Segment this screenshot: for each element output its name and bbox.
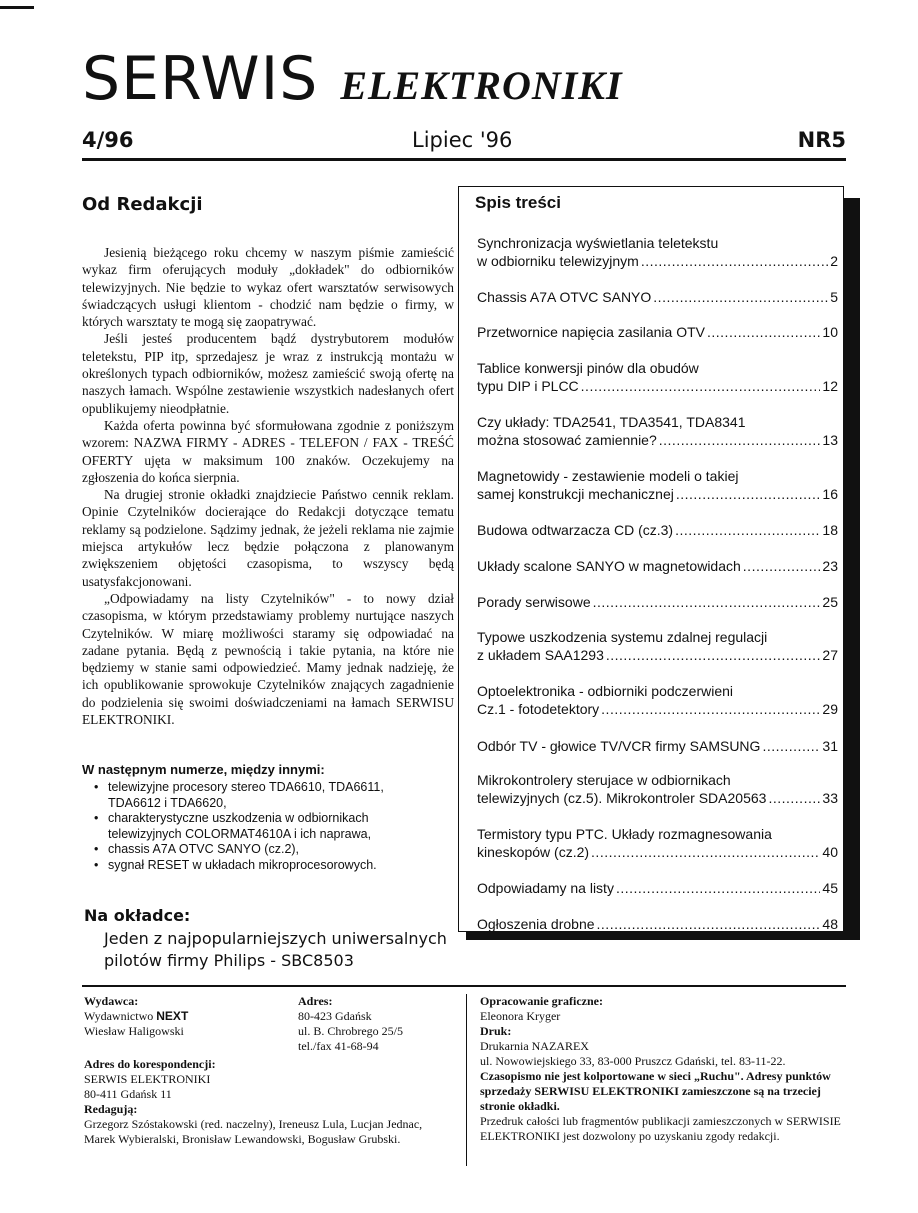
toc-leader-dots	[597, 915, 821, 933]
toc-page-number: 13	[822, 432, 838, 448]
toc-entry-lastline	[477, 843, 838, 861]
graphics-label: Opracowanie graficzne:	[480, 994, 603, 1008]
graphics-person: Eleonora Kryger	[480, 1009, 561, 1023]
toc-entry-title: z układem SAA1293	[477, 647, 604, 663]
toc-page-number: 23	[822, 558, 838, 574]
toc-entry	[477, 359, 838, 395]
list-item: • telewizyjne procesory stereo TDA6610, TDA6611, TDA6612 i TDA6620,	[94, 780, 434, 811]
toc-entry-title: Układy scalone SANYO w magnetowidach	[477, 558, 741, 574]
editorial-title: Od Redakcji	[82, 194, 203, 215]
toc-entry-lastline	[477, 737, 838, 755]
editors-label: Redagują:	[84, 1102, 138, 1116]
toc-page-number: 16	[822, 486, 838, 502]
toc-page-number: 18	[822, 522, 838, 538]
toc-entry-line: Tablice konwersji pinów dla obudów	[477, 360, 699, 376]
toc-entry-line: Mikrokontrolery sterujace w odbiornikach	[477, 772, 731, 788]
toc-page-number: 31	[822, 738, 838, 754]
toc-entry-line: Termistory typu PTC. Układy rozmagnesowania	[477, 826, 772, 842]
toc-leader-dots	[641, 252, 828, 270]
list-item: • charakterystyczne uszkodzenia w odbiornikach telewizyjnych COLORMAT4610A i ich naprawa,	[94, 811, 434, 842]
print-address: ul. Nowowiejskiego 33, 83-000 Pruszcz Gdański, tel. 83-11-22.	[480, 1054, 786, 1068]
toc-leader-dots	[606, 646, 821, 664]
toc-entry	[477, 288, 838, 306]
toc-leader-dots	[768, 789, 820, 807]
toc-entry-lastline	[477, 700, 838, 718]
correspondence-label: Adres do korespondencji:	[84, 1057, 216, 1071]
list-item: • chassis A7A OTVC SANYO (cz.2),	[94, 842, 434, 858]
toc-entry	[477, 771, 838, 807]
toc-entry-line: Typowe uszkodzenia systemu zdalnej regulacji	[477, 629, 768, 645]
address-line: tel./fax 41-68-94	[298, 1039, 379, 1053]
toc-entry	[477, 467, 838, 503]
toc-leader-dots	[653, 288, 828, 306]
toc-entry	[477, 682, 838, 718]
toc-entry-title: Chassis A7A OTVC SANYO	[477, 289, 652, 305]
toc-entry-title: Ogłoszenia drobne	[477, 916, 595, 932]
distribution-note: Czasopismo nie jest kolportowane w sieci „Ruchu". Adresy punktów sprzedaży SERWISU ELEKTRONIKI zamieszczone są na trzeciej stronie okładki.	[480, 1069, 831, 1113]
publisher-prefix: Wydawnictwo	[84, 1009, 154, 1023]
toc-page-number: 12	[822, 378, 838, 394]
toc-leader-dots	[581, 377, 821, 395]
toc-leader-dots	[659, 431, 821, 449]
toc-entry-line: Synchronizacja wyświetlania teletekstu	[477, 235, 719, 251]
toc-entry-title: Odpowiadamy na listy	[477, 880, 614, 896]
toc-entry-lastline	[477, 646, 838, 664]
issue-nr: NR5	[797, 128, 846, 152]
toc-entry	[477, 737, 838, 755]
toc-leader-dots	[591, 843, 820, 861]
toc-leader-dots	[707, 323, 820, 341]
toc-page-number: 29	[822, 701, 838, 717]
address-block	[298, 994, 458, 1054]
print-label: Druk:	[480, 1024, 512, 1038]
toc-entry-lastline	[477, 431, 838, 449]
address-line: ul. B. Chrobrego 25/5	[298, 1024, 403, 1038]
toc-entry-title: telewizyjnych (cz.5). Mikrokontroler SDA20563	[477, 790, 767, 806]
editorial-paragraph: „Odpowiadamy na listy Czytelników" - to nowy dział czasopisma, w którym przedstawiamy problemy nurtujące naszych Czytelników. W miarę możliwości staramy się odpowiadać na zadane pytania. Będą z pewnością i takie pytania, na które nie będziemy w stanie sami odpowiedzieć. Mamy jednak nadzieję, że ich opublikowanie sprowokuje Czytelników znających zagadnienie do podzielenia się swoimi doświadczeniami na łamach SERWISU ELEKTRONIKI.	[82, 590, 454, 728]
production-block	[480, 994, 842, 1144]
publisher-brand: NEXT	[156, 1009, 189, 1023]
toc-entry-title: kineskopów (cz.2)	[477, 844, 590, 860]
toc-entry-title: można stosować zamiennie?	[477, 432, 657, 448]
next-issue-list	[94, 780, 434, 873]
toc-entry-title: Cz.1 - fotodetektory	[477, 701, 600, 717]
toc-entry-title: typu DIP i PLCC	[477, 378, 579, 394]
toc-entry	[477, 593, 838, 611]
toc-page-number: 33	[822, 790, 838, 806]
masthead-subtitle: ELEKTRONIKI	[340, 63, 623, 108]
toc-entry-lastline	[477, 252, 838, 270]
toc-entry	[477, 521, 838, 539]
toc-entry-lastline	[477, 879, 838, 897]
toc-entry	[477, 879, 838, 897]
cover-text: Jeden z najpopularniejszych uniwersalnych pilotów firmy Philips - SBC8503	[104, 929, 447, 970]
toc-page-number: 40	[822, 844, 838, 860]
header-rule	[82, 158, 846, 161]
toc-entry-title: Porady serwisowe	[477, 594, 591, 610]
toc-leader-dots	[743, 557, 821, 575]
toc-entry-title: w odbiorniku telewizyjnym	[477, 253, 639, 269]
toc-page-number: 10	[822, 324, 838, 340]
toc-entry-line: Magnetowidy - zestawienie modeli o takiej	[477, 468, 739, 484]
cover-title: Na okładce:	[84, 906, 191, 925]
toc-entry-lastline	[477, 485, 838, 503]
toc-entry-title: Odbór TV - głowice TV/VCR firmy SAMSUNG	[477, 738, 761, 754]
address-line: 80-423 Gdańsk	[298, 1009, 372, 1023]
toc-page-number: 25	[822, 594, 838, 610]
toc-entry-lastline	[477, 323, 838, 341]
correspondence-line: 80-411 Gdańsk 11	[84, 1087, 172, 1101]
editorial-paragraph: Jeśli jesteś producentem bądź dystrybutorem modułów teletekstu, PIP itp, sprzedajesz je wraz z instrukcją montażu w określonych typach odbiorników, możesz zamieścić swoją ofertę na naszych łamach. Wspólne zestawienie wszystkich nadesłanych ofert opublikujemy nieodpłatnie.	[82, 331, 454, 416]
toc-page-number: 27	[822, 647, 838, 663]
toc-entry	[477, 915, 838, 933]
toc-leader-dots	[593, 593, 821, 611]
correspondence-block	[84, 1057, 444, 1147]
toc-entry-line: Czy układy: TDA2541, TDA3541, TDA8341	[477, 414, 746, 430]
toc-entry-line: Optoelektronika - odbiorniki podczerwieni	[477, 683, 734, 699]
corner-mark	[0, 6, 34, 9]
toc-entry-lastline	[477, 593, 838, 611]
list-item: • sygnał RESET w układach mikroprocesorowych.	[94, 858, 434, 874]
copyright-note: Przedruk całości lub fragmentów publikacji zamieszczonych w SERWISIE ELEKTRONIKI jest dozwolony po uzyskaniu zgody redakcji.	[480, 1114, 841, 1143]
footer-divider	[466, 994, 467, 1166]
toc-entry	[477, 234, 838, 270]
issue-number: 4/96	[82, 128, 134, 152]
print-house: Drukarnia NAZAREX	[480, 1039, 589, 1053]
address-label: Adres:	[298, 994, 333, 1008]
issue-date: Lipiec '96	[412, 128, 513, 152]
toc-entry	[477, 413, 838, 449]
masthead-title: SERWIS	[82, 44, 319, 114]
toc-leader-dots	[676, 485, 821, 503]
toc-leader-dots	[675, 521, 820, 539]
toc-entry	[477, 628, 838, 664]
toc-entry	[477, 323, 838, 341]
toc-entry-lastline	[477, 557, 838, 575]
toc-title: Spis treści	[475, 193, 561, 212]
editorial-body	[82, 244, 454, 728]
toc-leader-dots	[601, 700, 820, 718]
editors-text: Grzegorz Szóstakowski (red. naczelny), Ireneusz Lula, Lucjan Jednac, Marek Wybieralski, Bronisław Lewandowski, Bogusław Grubski.	[84, 1117, 423, 1146]
toc-entry	[477, 825, 838, 861]
toc-entry-title: Budowa odtwarzacza CD (cz.3)	[477, 522, 674, 538]
editorial-paragraph: Jesienią bieżącego roku chcemy w naszym piśmie zamieścić wykaz firm oferujących moduły „dokładek" do odbiorników telewizyjnych. Nie będzie to wykaz ofert warsztatów serwisowych świadczących usługi klientom - chodzić nam będzie o firmy, w których warsztaty te mogą się zaopatrywać.	[82, 245, 454, 330]
toc-entry-lastline	[477, 377, 838, 395]
toc-entry-title: samej konstrukcji mechanicznej	[477, 486, 674, 502]
toc-page-number: 48	[822, 916, 838, 932]
editorial-paragraph: Na drugiej stronie okładki znajdziecie Państwo cennik reklam. Opinie Czytelników docierające do Redakcji dotyczące tematu reklamy są podzielone. Sądzimy jednak, że jeżeli reklama nie zajmie miejsca artykułów lecz będzie połączona z planowanym zwiększeniem objętości czasopisma, to wszyscy będą usatysfakcjonowani.	[82, 487, 454, 589]
editorial-paragraph: Każda oferta powinna być sformułowana zgodnie z poniższym wzorem: NAZWA FIRMY - ADRES - TELEFON / FAX - TREŚĆ OFERTY ujęta w maksimum 100 znaków. Oczekujemy na zgłoszenia do końca sierpnia.	[82, 417, 454, 485]
next-issue-title: W następnym numerze, między innymi:	[82, 762, 325, 777]
masthead	[82, 44, 623, 114]
toc-entry-lastline	[477, 521, 838, 539]
publisher-block	[84, 994, 284, 1039]
toc-page-number: 5	[830, 289, 838, 305]
correspondence-line: SERWIS ELEKTRONIKI	[84, 1072, 211, 1086]
toc-entry-lastline	[477, 288, 838, 306]
toc-entry-lastline	[477, 789, 838, 807]
toc-page-number: 2	[830, 253, 838, 269]
toc-leader-dots	[616, 879, 820, 897]
toc-entry	[477, 557, 838, 575]
toc-page-number: 45	[822, 880, 838, 896]
toc-entry-title: Przetwornice napięcia zasilania OTV	[477, 324, 705, 340]
toc-leader-dots	[762, 737, 820, 755]
toc-entry-lastline	[477, 915, 838, 933]
publisher-label: Wydawca:	[84, 994, 139, 1008]
issue-row	[82, 128, 846, 160]
footer-rule	[82, 985, 846, 987]
publisher-person: Wiesław Haligowski	[84, 1024, 184, 1038]
